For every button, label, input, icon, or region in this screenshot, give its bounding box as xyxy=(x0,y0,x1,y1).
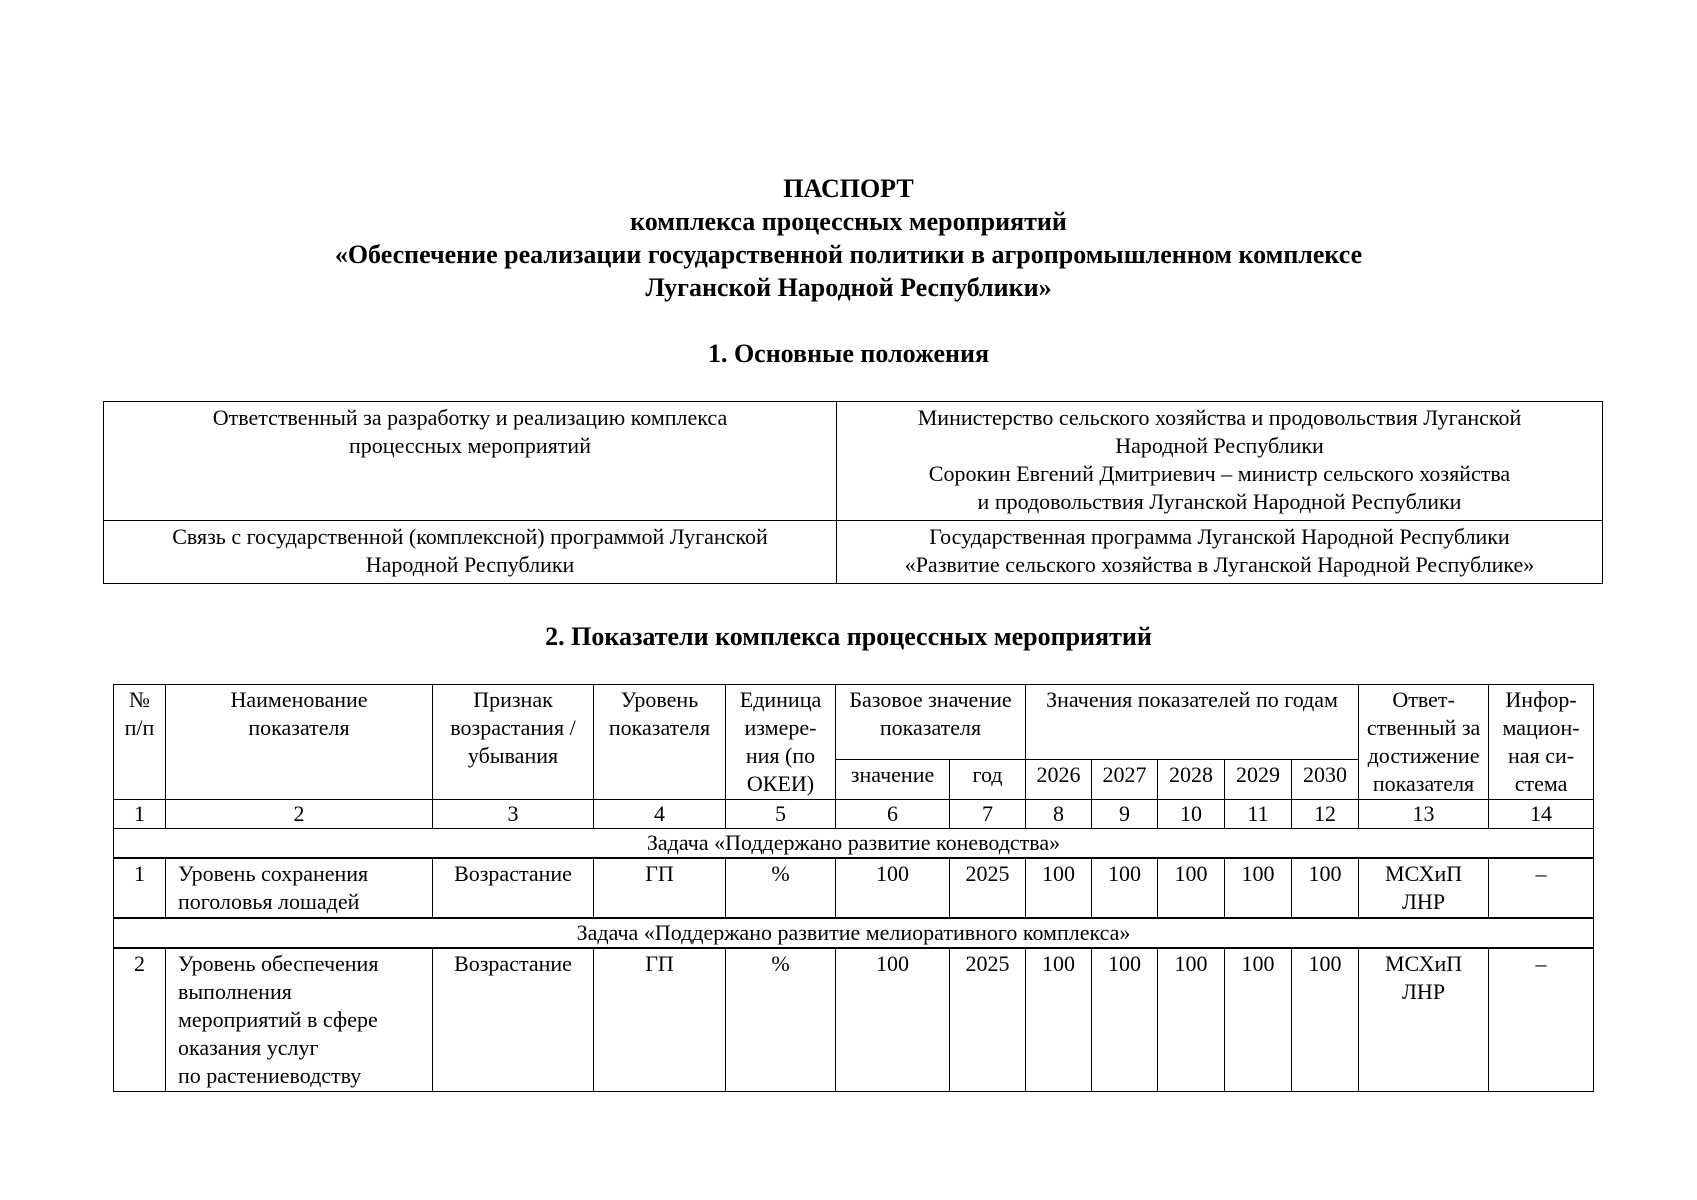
header-unit xyxy=(726,685,836,800)
section-2-heading: 2. Показатели комплекса процессных мероприятий xyxy=(545,622,1152,651)
cell-sign: Возрастание xyxy=(433,948,594,1092)
text-line: Народной Республики xyxy=(365,552,575,577)
header-responsible xyxy=(1359,685,1489,800)
cell-responsible xyxy=(1359,858,1489,918)
indicators-table xyxy=(113,684,1594,1092)
text-line: стема xyxy=(1514,771,1568,796)
text-line: Наименование xyxy=(230,687,368,712)
text-line: Уровень обеспечения xyxy=(178,951,379,976)
cell-year-value: 100 xyxy=(1026,858,1092,918)
text-line: № xyxy=(129,687,150,712)
header-base-value: значение xyxy=(836,760,950,800)
text-line: ОКЕИ) xyxy=(746,771,815,796)
header-year: 2026 xyxy=(1026,760,1092,800)
text-line: показателя xyxy=(248,715,350,740)
table-cell-label xyxy=(104,521,837,584)
text-line: измере- xyxy=(744,715,817,740)
cell-info-system: – xyxy=(1489,948,1594,1092)
header-year: 2028 xyxy=(1158,760,1225,800)
text-line: поголовья лошадей xyxy=(178,889,360,914)
text-line: МСХиП xyxy=(1384,951,1463,976)
column-number: 1 xyxy=(114,800,166,829)
title-line-3: «Обеспечение реализации государственной политики в агропромышленном комплексе xyxy=(334,240,1363,269)
cell-year-value: 100 xyxy=(1292,858,1359,918)
table-row xyxy=(104,402,1603,521)
text-line: возрастания / xyxy=(450,715,576,740)
task-title: Задача «Поддержано развитие мелиоративного комплекса» xyxy=(114,918,1594,948)
text-line: показателя xyxy=(1372,771,1475,796)
text-line: достижение xyxy=(1367,743,1480,768)
text-line: Ответ- xyxy=(1392,687,1455,712)
column-number: 14 xyxy=(1489,800,1594,829)
cell-year-value: 100 xyxy=(1092,948,1158,1092)
text-line: и продовольствия Луганской Народной Республики xyxy=(977,489,1462,514)
text-line: Базовое значение xyxy=(849,687,1012,712)
cell-year-value: 100 xyxy=(1158,948,1225,1092)
header-name xyxy=(166,685,433,800)
task-row xyxy=(114,918,1594,948)
header-base xyxy=(836,685,1026,760)
text-line: п/п xyxy=(124,715,155,740)
column-number: 10 xyxy=(1158,800,1225,829)
cell-year-value: 100 xyxy=(1292,948,1359,1092)
title-line-4: Луганской Народной Республики» xyxy=(645,273,1052,302)
cell-year-value: 100 xyxy=(1158,858,1225,918)
column-numbers-row xyxy=(114,800,1594,829)
cell-base-year: 2025 xyxy=(950,948,1026,1092)
column-number: 11 xyxy=(1225,800,1292,829)
basic-provisions-table xyxy=(103,401,1603,584)
header-num xyxy=(114,685,166,800)
text-line: Уровень сохранения xyxy=(178,861,369,886)
text-line: Признак xyxy=(473,687,553,712)
cell-base-year: 2025 xyxy=(950,858,1026,918)
header-year: 2030 xyxy=(1292,760,1359,800)
column-number: 2 xyxy=(166,800,433,829)
text-line: мацион- xyxy=(1502,715,1580,740)
text-line: мероприятий в сфере xyxy=(178,1007,378,1032)
column-number: 4 xyxy=(594,800,726,829)
text-line: Государственная программа Луганской Народной Республики xyxy=(929,524,1510,549)
text-line: Уровень xyxy=(620,687,699,712)
section-1-heading: 1. Основные положения xyxy=(707,339,990,368)
column-number: 9 xyxy=(1092,800,1158,829)
header-sign xyxy=(433,685,594,800)
cell-year-value: 100 xyxy=(1026,948,1092,1092)
cell-num: 1 xyxy=(114,858,166,918)
text-line: Значения показателей по годам xyxy=(1046,687,1338,712)
cell-info-system: – xyxy=(1489,858,1594,918)
column-number: 8 xyxy=(1026,800,1092,829)
title-line-2: комплекса процессных мероприятий xyxy=(630,207,1067,236)
text-line: ная си- xyxy=(1508,743,1575,768)
text-line: Инфор- xyxy=(1505,687,1577,712)
text-line: ЛНР xyxy=(1402,889,1446,914)
cell-year-value: 100 xyxy=(1092,858,1158,918)
text-line: Связь с государственной (комплексной) программой Луганской xyxy=(172,524,768,549)
cell-level: ГП xyxy=(594,948,726,1092)
header-years-group xyxy=(1026,685,1359,760)
text-line: Ответственный за разработку и реализацию комплекса xyxy=(212,405,728,430)
cell-base-value: 100 xyxy=(836,948,950,1092)
column-number: 12 xyxy=(1292,800,1359,829)
header-level xyxy=(594,685,726,800)
column-number: 13 xyxy=(1359,800,1489,829)
header-info-system xyxy=(1489,685,1594,800)
text-line: Народной Республики xyxy=(1115,433,1324,458)
text-line: показателя xyxy=(608,715,711,740)
table-row xyxy=(114,858,1594,918)
cell-sign: Возрастание xyxy=(433,858,594,918)
column-number: 3 xyxy=(433,800,594,829)
text-line: ния (по xyxy=(745,743,816,768)
text-line: Министерство сельского хозяйства и продовольствия Луганской xyxy=(917,405,1522,430)
table-cell-value xyxy=(837,521,1603,584)
cell-year-value: 100 xyxy=(1225,948,1292,1092)
table-cell-value xyxy=(837,402,1603,521)
text-line: по растениеводству xyxy=(178,1063,362,1088)
cell-unit: % xyxy=(726,858,836,918)
cell-base-value: 100 xyxy=(836,858,950,918)
table-row xyxy=(104,521,1603,584)
column-number: 6 xyxy=(836,800,950,829)
cell-year-value: 100 xyxy=(1225,858,1292,918)
cell-name xyxy=(166,858,433,918)
text-line: выполнения xyxy=(178,979,292,1004)
text-line: «Развитие сельского хозяйства в Луганской Народной Республике» xyxy=(904,552,1535,577)
cell-num: 2 xyxy=(114,948,166,1092)
task-title: Задача «Поддержано развитие коневодства» xyxy=(114,829,1594,859)
title-line-1: ПАСПОРТ xyxy=(783,174,914,203)
header-base-year: год xyxy=(950,760,1026,800)
table-cell-label xyxy=(104,402,837,521)
text-line: ственный за xyxy=(1366,715,1481,740)
table-header-row xyxy=(114,685,1594,760)
text-line: ЛНР xyxy=(1402,979,1446,1004)
text-line: процессных мероприятий xyxy=(349,433,591,458)
text-line: МСХиП xyxy=(1384,861,1463,886)
document-title xyxy=(0,172,1697,304)
cell-responsible xyxy=(1359,948,1489,1092)
header-year: 2027 xyxy=(1092,760,1158,800)
column-number: 7 xyxy=(950,800,1026,829)
header-year: 2029 xyxy=(1225,760,1292,800)
cell-unit: % xyxy=(726,948,836,1092)
text-line: показателя xyxy=(879,715,982,740)
text-line: оказания услуг xyxy=(178,1035,319,1060)
text-line: убывания xyxy=(467,743,559,768)
column-number: 5 xyxy=(726,800,836,829)
task-row xyxy=(114,829,1594,859)
table-row xyxy=(114,948,1594,1092)
cell-name xyxy=(166,948,433,1092)
text-line: Единица xyxy=(739,687,822,712)
cell-level: ГП xyxy=(594,858,726,918)
text-line: Сорокин Евгений Дмитриевич – министр сельского хозяйства xyxy=(928,461,1511,486)
